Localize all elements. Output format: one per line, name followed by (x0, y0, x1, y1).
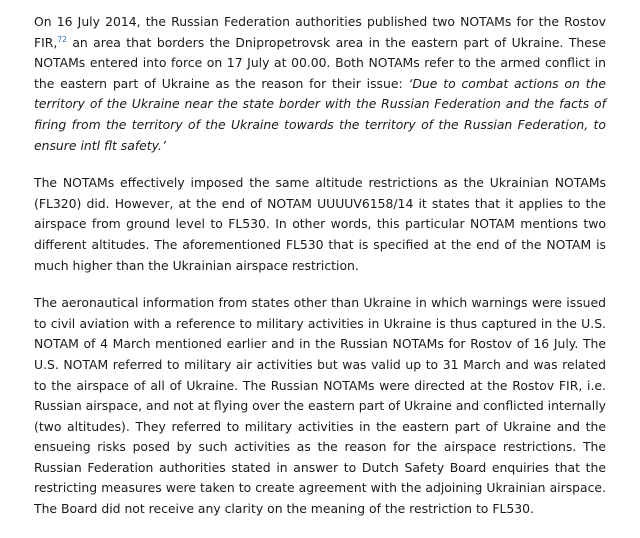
notam-quote: ‘Due to combat actions on the territory of the Ukraine near the state border with the Russian Federation and the facts of firing from the territory of the Ukraine towards the territory of the Russian Federation, to ensure intl flt safety.’ (34, 75, 606, 153)
paragraph-1-body-text: an area that borders the Dnipropetrovsk area in the eastern part of Ukraine. These NOTAMs entered into force on 17 July at 00.00. Both NOTAMs refer to the armed conflict in the eastern part of Ukraine as the reason for their issue: (34, 34, 606, 91)
paragraph-aeronautical-information: The aeronautical information from states other than Ukraine in which warnings were issued to civil aviation with a reference to military activities in Ukraine is thus captured in the U.S. NOTAM of 4 March mentioned earlier and in the Russian NOTAMs for Rostov of 16 July. The U.S. NOTAM referred to military air activities but was valid up to 31 March and was related to the airspace of all of Ukraine. The Russian NOTAMs were directed at the Rostov FIR, i.e. Russian airspace, and not at flying over the eastern part of Ukraine and conflicted internally (two altitudes). They referred to military activities in the eastern part of Ukraine and the ensueing risks posed by such activities as the reason for the airspace restrictions. The Russian Federation authorities stated in answer to Dutch Safety Board enquiries that the restricting measures were taken to create agreement with the adjoining Ukrainian airspace. The Board did not receive any clarity on the meaning of the restriction to FL530. (34, 295, 606, 517)
paragraph-rostov-notams (34, 12, 606, 156)
document-body (34, 12, 606, 537)
footnote-reference[interactable]: 72 (57, 34, 67, 44)
paragraph-1-lead-text: On 16 July 2014, the Russian Federation authorities published two NOTAMs for the Rostov FIR, (34, 14, 606, 50)
paragraph-altitude-restrictions: The NOTAMs effectively imposed the same altitude restrictions as the Ukrainian NOTAMs (FL320) did. However, at the end of NOTAM UUUUV6158/14 it states that it applies to the airspace from ground level to FL530. In other words, this particular NOTAM mentions two different altitudes. The aforementioned FL530 that is specified at the end of the NOTAM is much higher than the Ukrainian airspace restriction. (34, 175, 606, 273)
